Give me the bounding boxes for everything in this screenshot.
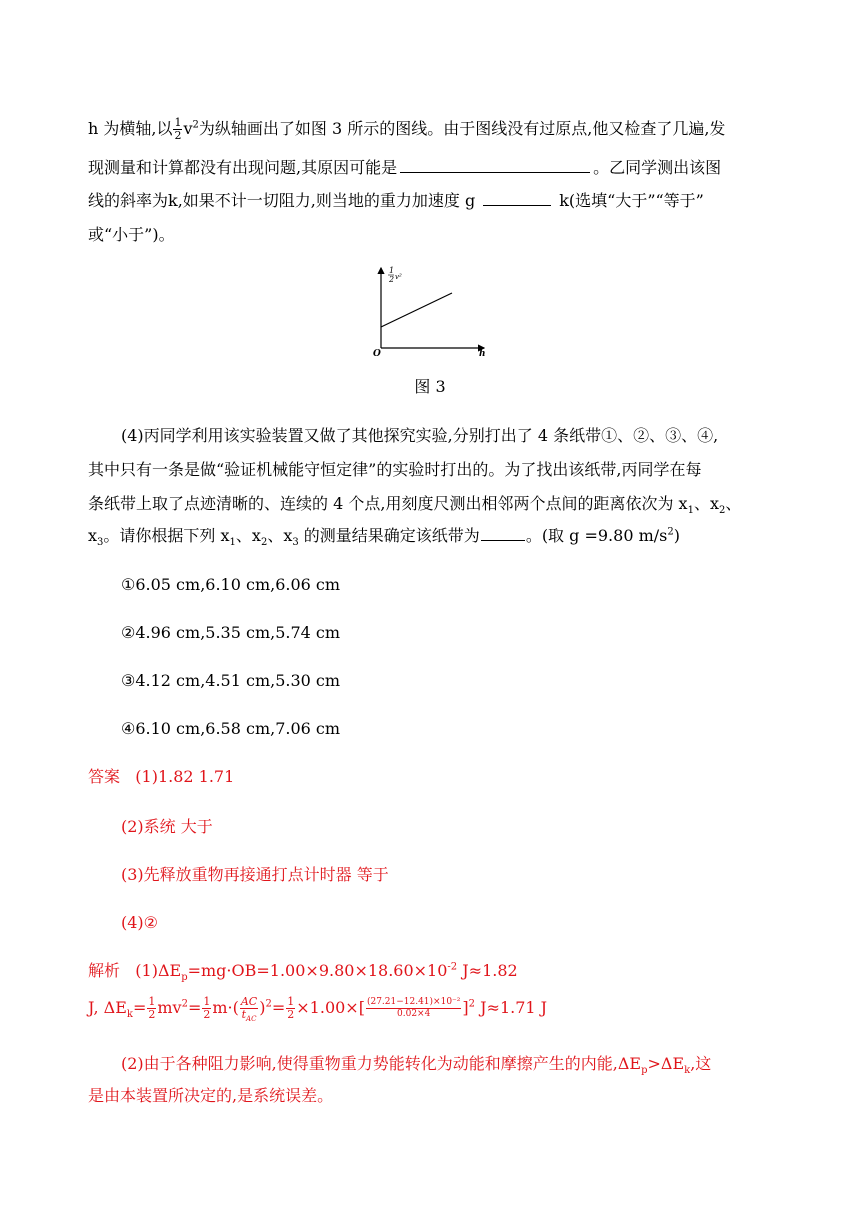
text: 现测量和计算都没有出现问题,其原因可能是 <box>88 158 398 177</box>
para1-line4 <box>88 223 175 247</box>
sub: 3 <box>292 537 299 549</box>
frac-den: 2 <box>174 129 182 142</box>
sub: p <box>181 972 188 984</box>
answer-3: (3)先释放重物再接通打点计时器 等于 <box>121 865 389 884</box>
frac-num: 1 <box>174 116 182 129</box>
para2-line2: 其中只有一条是做“验证机械能守恒定律”的实验时打出的。为了找出该纸带,丙同学在每 <box>88 460 702 479</box>
text: m·( <box>212 998 239 1017</box>
text: mv <box>157 998 182 1017</box>
answer-2: (2)系统 大于 <box>121 817 213 836</box>
fraction <box>286 996 295 1021</box>
text: 或“小于”)。 <box>88 225 175 244</box>
y-label-num: 1 <box>389 266 395 275</box>
text: k(选填“大于”“等于” <box>559 191 704 210</box>
option-1: ①6.05 cm,6.10 cm,6.06 cm <box>121 575 341 594</box>
sup: 2 <box>468 998 476 1010</box>
text: v <box>183 119 193 138</box>
text: 条纸带上取了点迹清晰的、连续的 4 个点,用刻度尺测出相邻两个点间的距离依次为 x <box>88 494 688 513</box>
answer-4: (4)② <box>121 913 159 932</box>
analysis-line2 <box>88 995 548 1024</box>
text: 。(取 g =9.80 m/s <box>525 526 668 545</box>
text: >ΔE <box>647 1054 685 1073</box>
y-label-den: 2 <box>389 275 395 284</box>
text: (1)ΔE <box>135 961 182 980</box>
text: 线的斜率为k,如果不计一切阻力,则当地的重力加速度 g <box>88 191 476 210</box>
para2-line4 <box>88 524 680 548</box>
sub: 1 <box>229 537 236 549</box>
sup: 2 <box>667 526 674 538</box>
text: 为纵轴画出了如图 3 所示的图线。由于图线没有过原点,他又检查了几遍,发 <box>198 119 726 138</box>
sub: k <box>684 1065 691 1077</box>
option-3: ③4.12 cm,4.51 cm,5.30 cm <box>121 671 341 690</box>
y-label-var: v² <box>395 273 402 281</box>
sub: AC <box>246 1015 257 1024</box>
option-4: ④6.10 cm,6.58 cm,7.06 cm <box>121 719 341 738</box>
answer-line1 <box>88 765 234 789</box>
para1-line3 <box>88 189 704 213</box>
answer-label: 答案 <box>88 767 121 786</box>
text: = <box>271 998 286 1017</box>
sub: p <box>641 1065 648 1077</box>
frac-num: 1 <box>203 995 211 1008</box>
text: (2)由于各种阻力影响,使得重物重力势能转化为动能和摩擦产生的内能,ΔE <box>121 1054 642 1073</box>
text: ) <box>673 526 680 545</box>
figure-3 <box>360 260 500 370</box>
text: J≈1.71 J <box>475 998 548 1017</box>
origin-label: O <box>373 349 381 359</box>
text: ×1.00×[ <box>296 998 365 1017</box>
answer-blank[interactable] <box>483 191 551 206</box>
fraction <box>366 997 461 1020</box>
text: J, ΔE <box>88 998 127 1017</box>
sup: 2 <box>181 998 188 1010</box>
text: 。请你根据下列 x <box>103 526 230 545</box>
answer-blank[interactable] <box>481 526 525 541</box>
frac-den: 0.02×4 <box>397 1009 431 1019</box>
text: ] <box>462 998 469 1017</box>
frac-num: 1 <box>287 995 295 1008</box>
answer-blank[interactable] <box>400 158 590 173</box>
analysis-line1 <box>88 959 518 983</box>
sup: -2 <box>447 961 458 973</box>
text: ) <box>259 998 266 1017</box>
graph-line <box>381 293 452 327</box>
sup: 2 <box>192 119 199 131</box>
frac-den: 2 <box>148 1008 156 1021</box>
text: ,这 <box>690 1054 712 1073</box>
para1-line1 <box>88 117 725 142</box>
text: = <box>132 998 147 1017</box>
option-2: ②4.96 cm,5.35 cm,5.74 cm <box>121 623 341 642</box>
sup: 2 <box>265 998 272 1010</box>
text: 、x <box>267 526 293 545</box>
text: 的测量结果确定该纸带为 <box>298 526 480 545</box>
text: 、x <box>235 526 261 545</box>
frac-den: 2 <box>287 1008 295 1021</box>
frac-num: (27.21−12.41)×10⁻² <box>366 997 461 1007</box>
answer-1: (1)1.82 1.71 <box>135 767 235 786</box>
para2-line1: (4)丙同学利用该实验装置又做了其他探究实验,分别打出了 4 条纸带①、②、③、④, <box>121 426 719 445</box>
text: J≈1.82 <box>457 961 518 980</box>
analysis-para3: 是由本装置所决定的,是系统误差。 <box>88 1086 334 1105</box>
text: t <box>241 1008 247 1021</box>
frac-num: AC <box>240 995 258 1008</box>
text: 。乙同学测出该图 <box>593 158 722 177</box>
analysis-label: 解析 <box>88 961 121 980</box>
sub: k <box>126 1009 133 1021</box>
text: =mg·OB=1.00×9.80×18.60×10 <box>187 961 448 980</box>
text: h 为横轴,以 <box>88 119 173 138</box>
sub: 3 <box>97 537 104 549</box>
figure-caption: 图 3 <box>414 377 446 396</box>
text: 、x <box>693 494 719 513</box>
fraction <box>147 996 156 1021</box>
sub: 2 <box>260 537 268 549</box>
x-axis-label: h <box>479 349 486 359</box>
text: 、 <box>725 494 742 513</box>
para1-line2 <box>88 156 721 180</box>
fraction <box>240 995 258 1024</box>
frac-den: 2 <box>203 1008 211 1021</box>
sub: 2 <box>718 505 726 517</box>
fraction <box>173 117 182 142</box>
frac-num: 1 <box>148 995 156 1008</box>
para2-line3 <box>88 492 741 516</box>
sub: 1 <box>687 505 694 517</box>
text: = <box>187 998 202 1017</box>
frac-den <box>240 1008 258 1024</box>
analysis-para2 <box>121 1052 711 1076</box>
text: x <box>88 526 98 545</box>
fraction <box>202 996 211 1021</box>
